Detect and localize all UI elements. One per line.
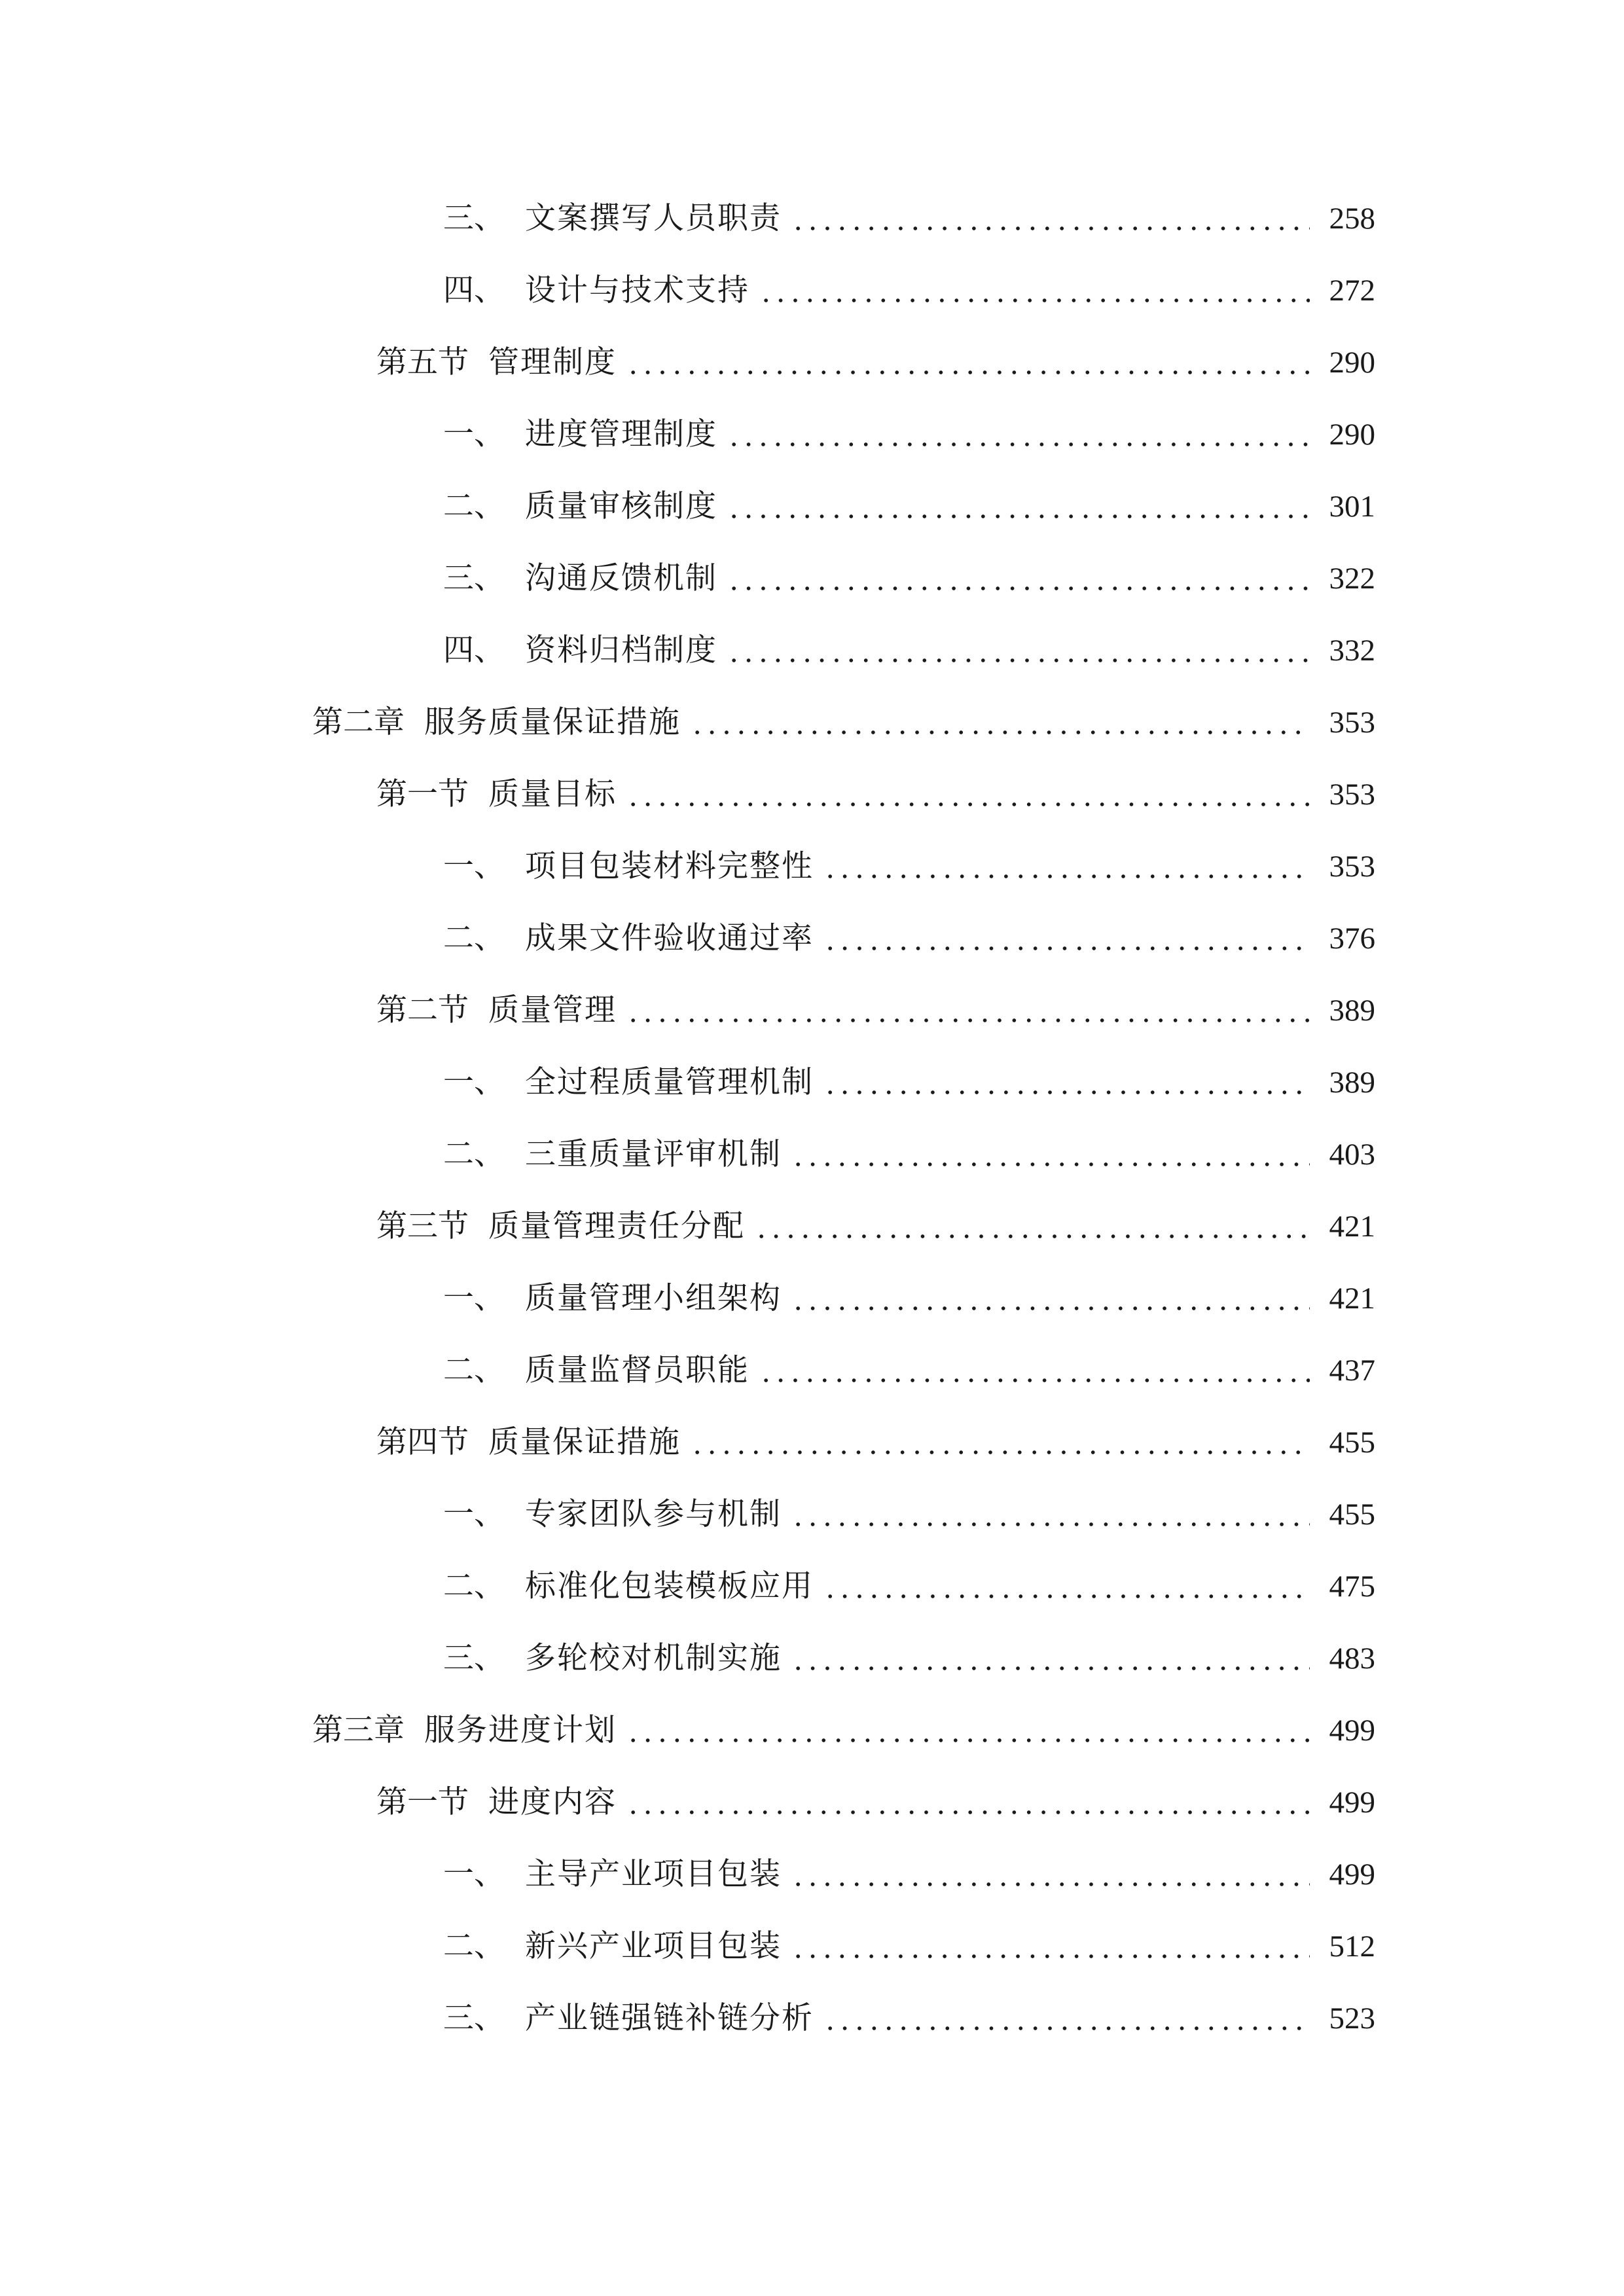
toc-entry <box>443 480 1375 533</box>
toc-entry-title: 三重质量评审机制 <box>525 1136 782 1172</box>
toc-entry-page: 353 <box>1329 778 1375 812</box>
toc-entry-title: 标准化包装模板应用 <box>525 1568 814 1604</box>
toc-entry-title: 项目包装材料完整性 <box>525 848 814 884</box>
toc-entry-number: 二、 <box>443 1136 505 1172</box>
toc-entry-number: 一、 <box>443 1496 505 1532</box>
toc-entry-number: 一、 <box>443 1280 505 1316</box>
toc-entry-page: 455 <box>1329 1426 1375 1460</box>
toc-entry-page: 376 <box>1329 922 1375 956</box>
toc-entry-number: 一、 <box>443 848 505 884</box>
toc-entry-title: 质量审核制度 <box>525 488 717 524</box>
toc-entry <box>443 624 1375 677</box>
toc-entry <box>312 696 1375 749</box>
toc-dot-leader <box>690 730 1310 734</box>
toc-entry-page: 353 <box>1329 706 1375 740</box>
toc-entry-number: 二、 <box>443 1928 505 1964</box>
toc-entry-number: 第四节 <box>376 1424 469 1460</box>
toc-entry <box>443 1848 1375 1901</box>
toc-entry-page: 322 <box>1329 562 1375 596</box>
toc-entry-page: 499 <box>1329 1857 1375 1892</box>
toc-entry-page: 499 <box>1329 1713 1375 1748</box>
toc-dot-leader <box>791 1306 1310 1310</box>
toc-entry-page: 301 <box>1329 490 1375 524</box>
toc-entry <box>443 408 1375 461</box>
toc-entry <box>376 336 1375 389</box>
toc-entry-number: 三、 <box>443 560 505 596</box>
toc-entry-page: 421 <box>1329 1282 1375 1316</box>
toc-entry-page: 512 <box>1329 1929 1375 1964</box>
toc-dot-leader <box>626 370 1310 374</box>
toc-entry-page: 437 <box>1329 1354 1375 1388</box>
toc-entry-title: 产业链强链补链分析 <box>525 2000 814 2036</box>
toc-entry <box>376 1416 1375 1469</box>
toc-entry-number: 第一节 <box>376 1784 469 1820</box>
toc-entry-title: 多轮校对机制实施 <box>525 1640 782 1676</box>
toc-entry <box>443 1128 1375 1181</box>
toc-entry-page: 389 <box>1329 1066 1375 1100</box>
toc-entry <box>443 1560 1375 1613</box>
toc-entry-page: 389 <box>1329 994 1375 1028</box>
toc-entry <box>443 1488 1375 1541</box>
toc-entry-page: 483 <box>1329 1641 1375 1676</box>
toc-entry-title: 管理制度 <box>488 344 617 380</box>
toc-dot-leader <box>727 586 1310 590</box>
toc-entry-page: 499 <box>1329 1785 1375 1820</box>
toc-entry-number: 第三节 <box>376 1208 469 1244</box>
toc-entry <box>312 1704 1375 1757</box>
toc-entry-number: 四、 <box>443 632 505 668</box>
toc-dot-leader <box>626 802 1310 806</box>
toc-dot-leader <box>823 946 1310 950</box>
toc-entry-number: 三、 <box>443 1640 505 1676</box>
toc-entry-title: 资料归档制度 <box>525 632 717 668</box>
toc-entry-page: 455 <box>1329 1498 1375 1532</box>
toc-entry-page: 290 <box>1329 418 1375 452</box>
toc-dot-leader <box>626 1810 1310 1814</box>
toc-entry-title: 服务进度计划 <box>424 1712 617 1748</box>
toc-dot-leader <box>727 442 1310 446</box>
toc-entry-page: 332 <box>1329 634 1375 668</box>
toc-entry <box>443 840 1375 893</box>
toc-entry-number: 二、 <box>443 920 505 956</box>
toc-entry-title: 文案撰写人员职责 <box>525 200 782 236</box>
toc-entry-title: 进度内容 <box>488 1784 617 1820</box>
toc-dot-leader <box>791 1666 1310 1670</box>
toc-entry <box>443 1056 1375 1109</box>
toc-entry <box>376 984 1375 1037</box>
toc-entry-page: 290 <box>1329 346 1375 380</box>
toc-entry-title: 质量保证措施 <box>488 1424 681 1460</box>
toc-dot-leader <box>823 1090 1310 1094</box>
toc-entry <box>376 1776 1375 1829</box>
toc-entry-title: 服务质量保证措施 <box>424 704 681 740</box>
toc-entry-number: 第三章 <box>312 1712 405 1748</box>
toc-entry <box>443 552 1375 605</box>
toc-entry-page: 403 <box>1329 1138 1375 1172</box>
toc-entry-title: 沟通反馈机制 <box>525 560 717 596</box>
toc-dot-leader <box>823 1594 1310 1598</box>
toc-dot-leader <box>626 1738 1310 1742</box>
toc-entry-number: 二、 <box>443 1352 505 1388</box>
toc-dot-leader <box>791 1882 1310 1886</box>
toc-entry <box>376 1200 1375 1253</box>
toc-entry-title: 质量监督员职能 <box>525 1352 749 1388</box>
toc-entry-title: 质量管理小组架构 <box>525 1280 782 1316</box>
toc-entry-page: 258 <box>1329 202 1375 236</box>
toc-dot-leader <box>791 226 1310 230</box>
toc-entry-title: 质量管理 <box>488 992 617 1028</box>
toc-entry-title: 质量管理责任分配 <box>488 1208 745 1244</box>
toc-dot-leader <box>754 1234 1310 1238</box>
toc-entry-title: 成果文件验收通过率 <box>525 920 814 956</box>
toc-entry <box>376 768 1375 821</box>
toc-entry-page: 523 <box>1329 2001 1375 2036</box>
toc-entry-title: 专家团队参与机制 <box>525 1496 782 1532</box>
toc-entry-number: 一、 <box>443 1856 505 1892</box>
toc-entry-number: 第一节 <box>376 776 469 812</box>
toc-dot-leader <box>727 658 1310 662</box>
toc-entry-number: 第二章 <box>312 704 405 740</box>
toc-dot-leader <box>626 1018 1310 1022</box>
toc-entry <box>443 1992 1375 2045</box>
toc-entry-page: 421 <box>1329 1210 1375 1244</box>
toc-entry <box>443 192 1375 245</box>
toc-entry <box>443 264 1375 317</box>
toc-dot-leader <box>791 1954 1310 1958</box>
toc-dot-leader <box>759 1378 1310 1382</box>
toc-entry <box>443 912 1375 965</box>
toc-entry-number: 第二节 <box>376 992 469 1028</box>
toc-entry-number: 三、 <box>443 2000 505 2036</box>
toc-entry-title: 主导产业项目包装 <box>525 1856 782 1892</box>
toc-dot-leader <box>823 2026 1310 2030</box>
toc-dot-leader <box>690 1450 1310 1454</box>
toc-dot-leader <box>759 298 1310 302</box>
toc-entry-page: 353 <box>1329 850 1375 884</box>
toc-entry-number: 四、 <box>443 272 505 308</box>
toc-entry-page: 475 <box>1329 1570 1375 1604</box>
toc-entry-title: 设计与技术支持 <box>525 272 749 308</box>
toc-entry <box>443 1272 1375 1325</box>
toc-entry <box>443 1632 1375 1685</box>
toc-entry-number: 三、 <box>443 200 505 236</box>
toc-entry-title: 新兴产业项目包装 <box>525 1928 782 1964</box>
toc-entry-number: 一、 <box>443 1064 505 1100</box>
toc-entry <box>443 1920 1375 1973</box>
toc-entry <box>443 1344 1375 1397</box>
toc-entry-number: 二、 <box>443 488 505 524</box>
toc-entry-title: 进度管理制度 <box>525 416 717 452</box>
toc-entry-number: 二、 <box>443 1568 505 1604</box>
toc-entry-title: 质量目标 <box>488 776 617 812</box>
toc-entry-number: 一、 <box>443 416 505 452</box>
toc-dot-leader <box>823 874 1310 878</box>
toc-entry-title: 全过程质量管理机制 <box>525 1064 814 1100</box>
toc-entry-number: 第五节 <box>376 344 469 380</box>
toc-dot-leader <box>791 1162 1310 1166</box>
toc-dot-leader <box>727 514 1310 518</box>
toc-entry-page: 272 <box>1329 274 1375 308</box>
toc-dot-leader <box>791 1522 1310 1526</box>
